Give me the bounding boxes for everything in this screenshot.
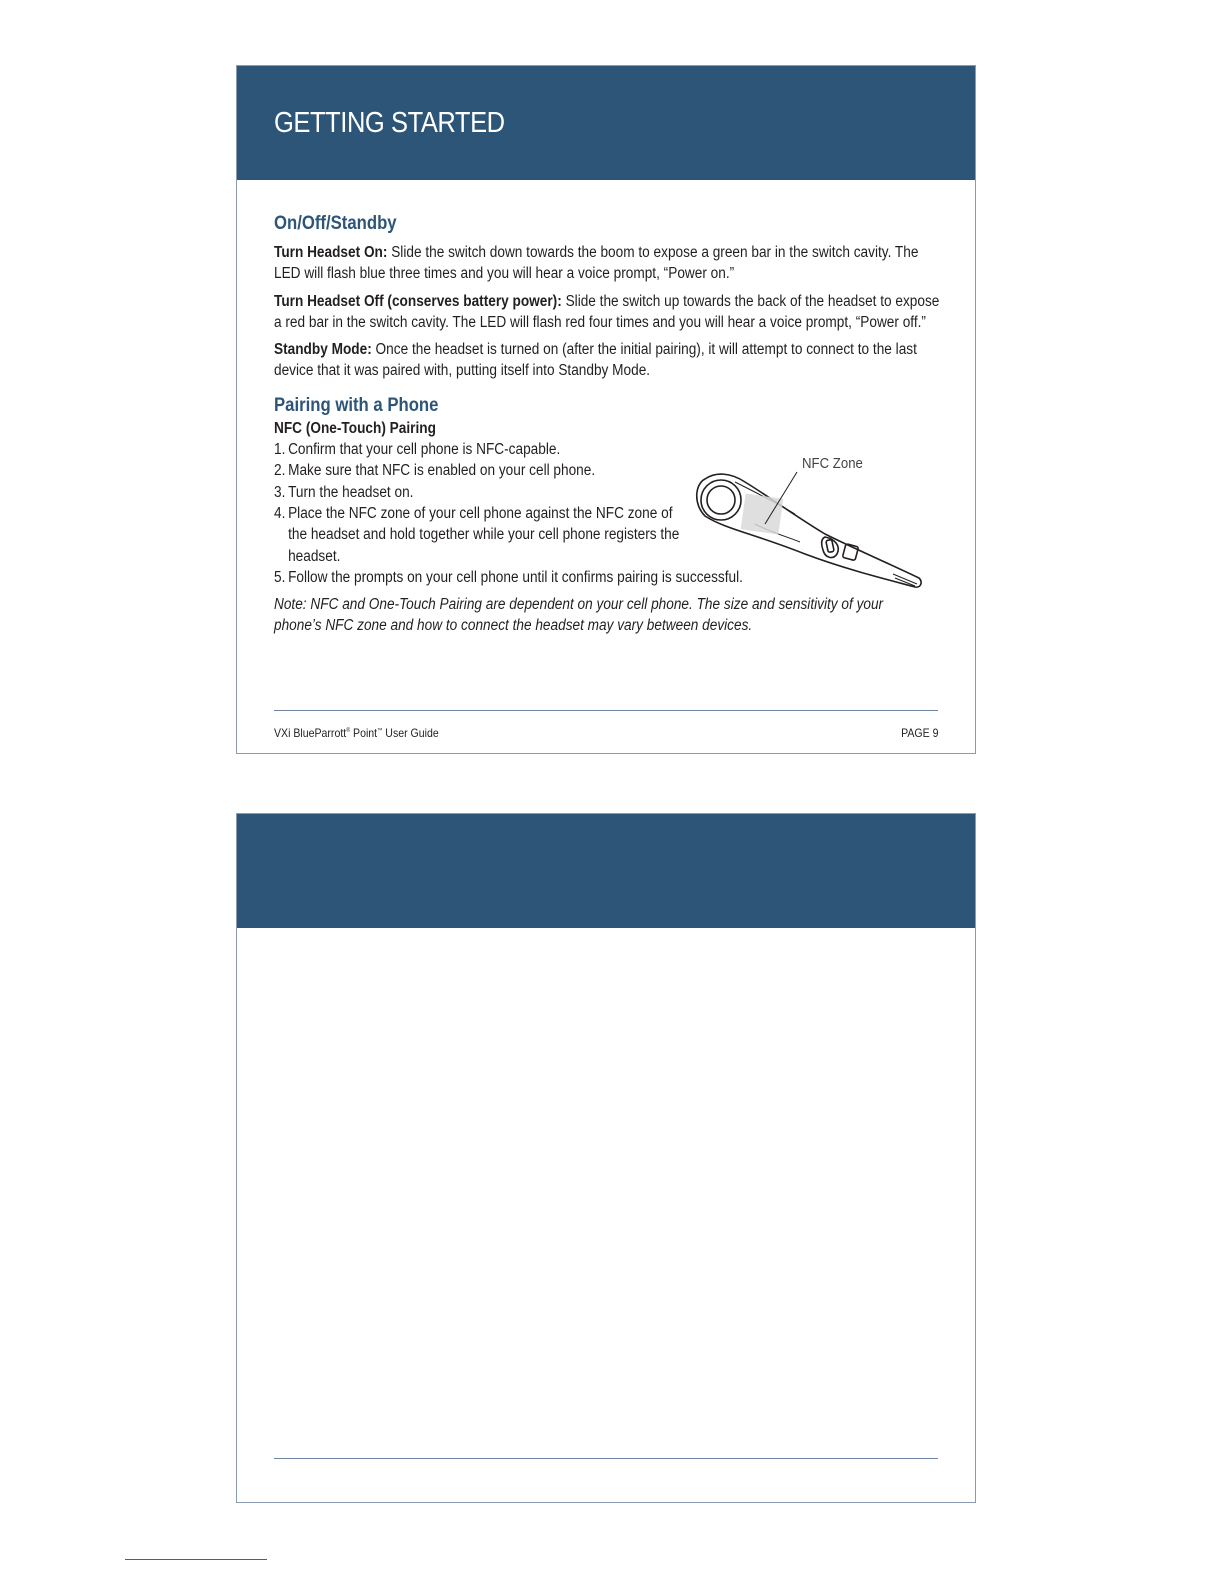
document-page-9 — [236, 65, 976, 754]
nfc-zone-marker — [741, 494, 784, 535]
paragraph-standby — [274, 339, 943, 382]
list-item: 1. Confirm that your cell phone is NFC-capable. — [274, 441, 561, 459]
paragraph-turn-off — [274, 291, 947, 334]
note-text: Note: NFC and One-Touch Pairing are dependent on your cell phone. The size and sensitivity of your phone’s NFC zone and how to connect the headset may vary between devices. — [274, 596, 884, 635]
section-heading-on-off-standby: On/Off/Standby — [274, 213, 397, 234]
section-heading-pairing: Pairing with a Phone — [274, 394, 439, 416]
text-turn-on: Slide the switch down towards the boom to expose a green bar in the switch cavity. The LED will flash blue three times and you will hear a voice prompt, “Power on.” — [274, 244, 919, 283]
headset-illustration — [685, 454, 935, 604]
label-turn-on: Turn Headset On: — [274, 244, 388, 261]
page-banner — [237, 66, 975, 180]
paragraph-turn-on — [274, 242, 943, 285]
text-turn-off: Slide the switch up towards the back of the headset to expose a red bar in the switch cavity. The LED will flash red four times and you will hear a voice prompt, “Power off.” — [274, 292, 940, 331]
footer-page-number: PAGE 9 — [900, 726, 938, 740]
page-title: GETTING STARTED — [274, 107, 505, 139]
text-standby: Once the headset is turned on (after the initial pairing), it will attempt to connect to the last device that it was paired with, putting itself into Standby Mode. — [274, 341, 917, 380]
page-banner — [237, 814, 975, 928]
footer-divider — [274, 710, 938, 711]
list-item: 5. Follow the prompts on your cell phone until it confirms pairing is successful. — [274, 568, 743, 586]
label-turn-off: Turn Headset Off (conserves battery power): — [274, 292, 562, 310]
list-item: 4. Place the NFC zone of your cell phone against the NFC zone of the headset and hold together while your cell phone registers the headset. — [274, 504, 680, 565]
footer-guide-title: VXi BlueParrott® Point™ User Guide — [274, 726, 439, 740]
subheading-nfc-pairing: NFC (One-Touch) Pairing — [274, 419, 436, 437]
document-page-blank — [236, 813, 976, 1503]
list-item: 2. Make sure that NFC is enabled on your cell phone. — [274, 462, 596, 480]
bottom-link-underline — [125, 1559, 267, 1560]
figure-label-nfc-zone: NFC Zone — [802, 455, 863, 472]
footer-divider — [274, 1458, 938, 1459]
label-standby: Standby Mode: — [274, 341, 372, 359]
list-item: 3. Turn the headset on. — [274, 483, 414, 501]
